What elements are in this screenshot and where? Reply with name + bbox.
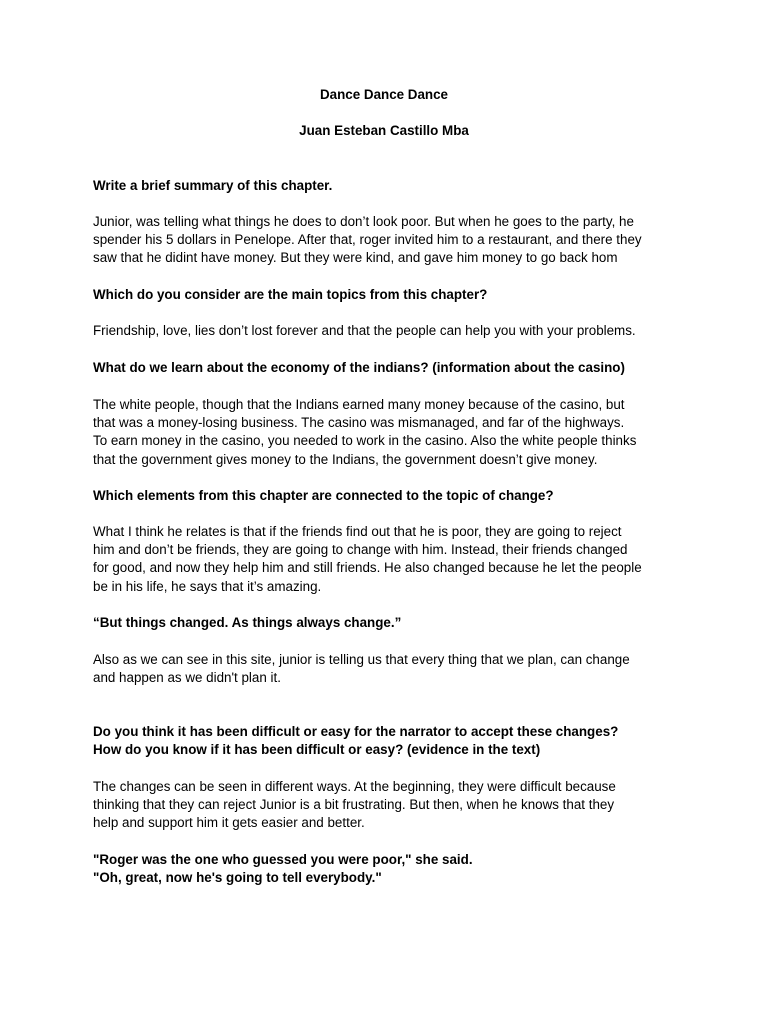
answer-main-topics	[93, 322, 693, 340]
answer-line: Also as we can see in this site, junior is telling us that every thing that we plan, can change	[93, 652, 630, 667]
question-main-topics	[93, 286, 693, 304]
answer-line: What I think he relates is that if the friends find out that he is poor, they are going to reject	[93, 524, 622, 539]
question-summary	[93, 177, 693, 195]
answer-change	[93, 523, 693, 596]
answer-line: thinking that they can reject Junior is a bit frustrating. But then, when he knows that they	[93, 797, 615, 813]
answer-line: Friendship, love, lies don’t lost forever and that the people can help you with your problems.	[93, 323, 636, 338]
answer-change-followup	[93, 651, 693, 687]
question-line: Which do you consider are the main topics from this chapter?	[93, 287, 488, 302]
answer-line: help and support him it gets easier and better.	[93, 815, 365, 831]
answer-line: To earn money in the casino, you needed to work in the casino. Also the white people thinks	[93, 433, 637, 449]
answer-line: him and don’t be friends, they are going to change with him. Instead, their friends changed	[93, 542, 628, 558]
answer-line: saw that he didint have money. But they were kind, and gave him money to go back hom	[93, 250, 618, 266]
quote-line: "Roger was the one who guessed you were poor," she said.	[93, 852, 473, 867]
answer-line: for good, and now they help him and still friends. He also changed because he let the people	[93, 560, 642, 576]
quote-line: "Oh, great, now he's going to tell everybody."	[93, 870, 382, 886]
quote-line: “But things changed. As things always change.”	[93, 615, 402, 630]
question-line: Which elements from this chapter are connected to the topic of change?	[93, 488, 554, 503]
answer-line: The white people, though that the Indians earned many money because of the casino, but	[93, 397, 625, 412]
question-economy	[93, 359, 693, 377]
question-difficulty	[93, 723, 693, 759]
answer-line: that the government gives money to the Indians, the government doesn’t give money.	[93, 451, 598, 467]
document-title: Dance Dance Dance	[319, 87, 448, 102]
answer-difficulty	[93, 778, 693, 833]
answer-summary	[93, 213, 693, 268]
document-author: Juan Esteban Castillo Mba	[299, 123, 469, 138]
answer-line: The changes can be seen in different ways. At the beginning, they were difficult because	[93, 779, 616, 794]
answer-line: that was a money-losing business. The casino was mismanaged, and far of the highways.	[93, 415, 625, 431]
answer-line: be in his life, he says that it’s amazing.	[93, 578, 322, 594]
answer-line: Junior, was telling what things he does to don’t look poor. But when he goes to the party, he	[93, 214, 634, 229]
question-change	[93, 487, 693, 505]
answer-line: and happen as we didn't plan it.	[93, 670, 281, 686]
question-line: How do you know if it has been difficult or easy? (evidence in the text)	[93, 742, 541, 758]
question-line: What do we learn about the economy of the indians? (information about the casino)	[93, 360, 625, 375]
quote-change	[93, 614, 693, 632]
question-line: Do you think it has been difficult or easy for the narrator to accept these changes?	[93, 724, 619, 739]
answer-economy	[93, 396, 693, 469]
answer-line: spender his 5 dollars in Penelope. After that, roger invited him to a restaurant, and there they	[93, 232, 642, 248]
question-line: Write a brief summary of this chapter.	[93, 178, 333, 193]
quote-difficulty	[93, 851, 693, 887]
